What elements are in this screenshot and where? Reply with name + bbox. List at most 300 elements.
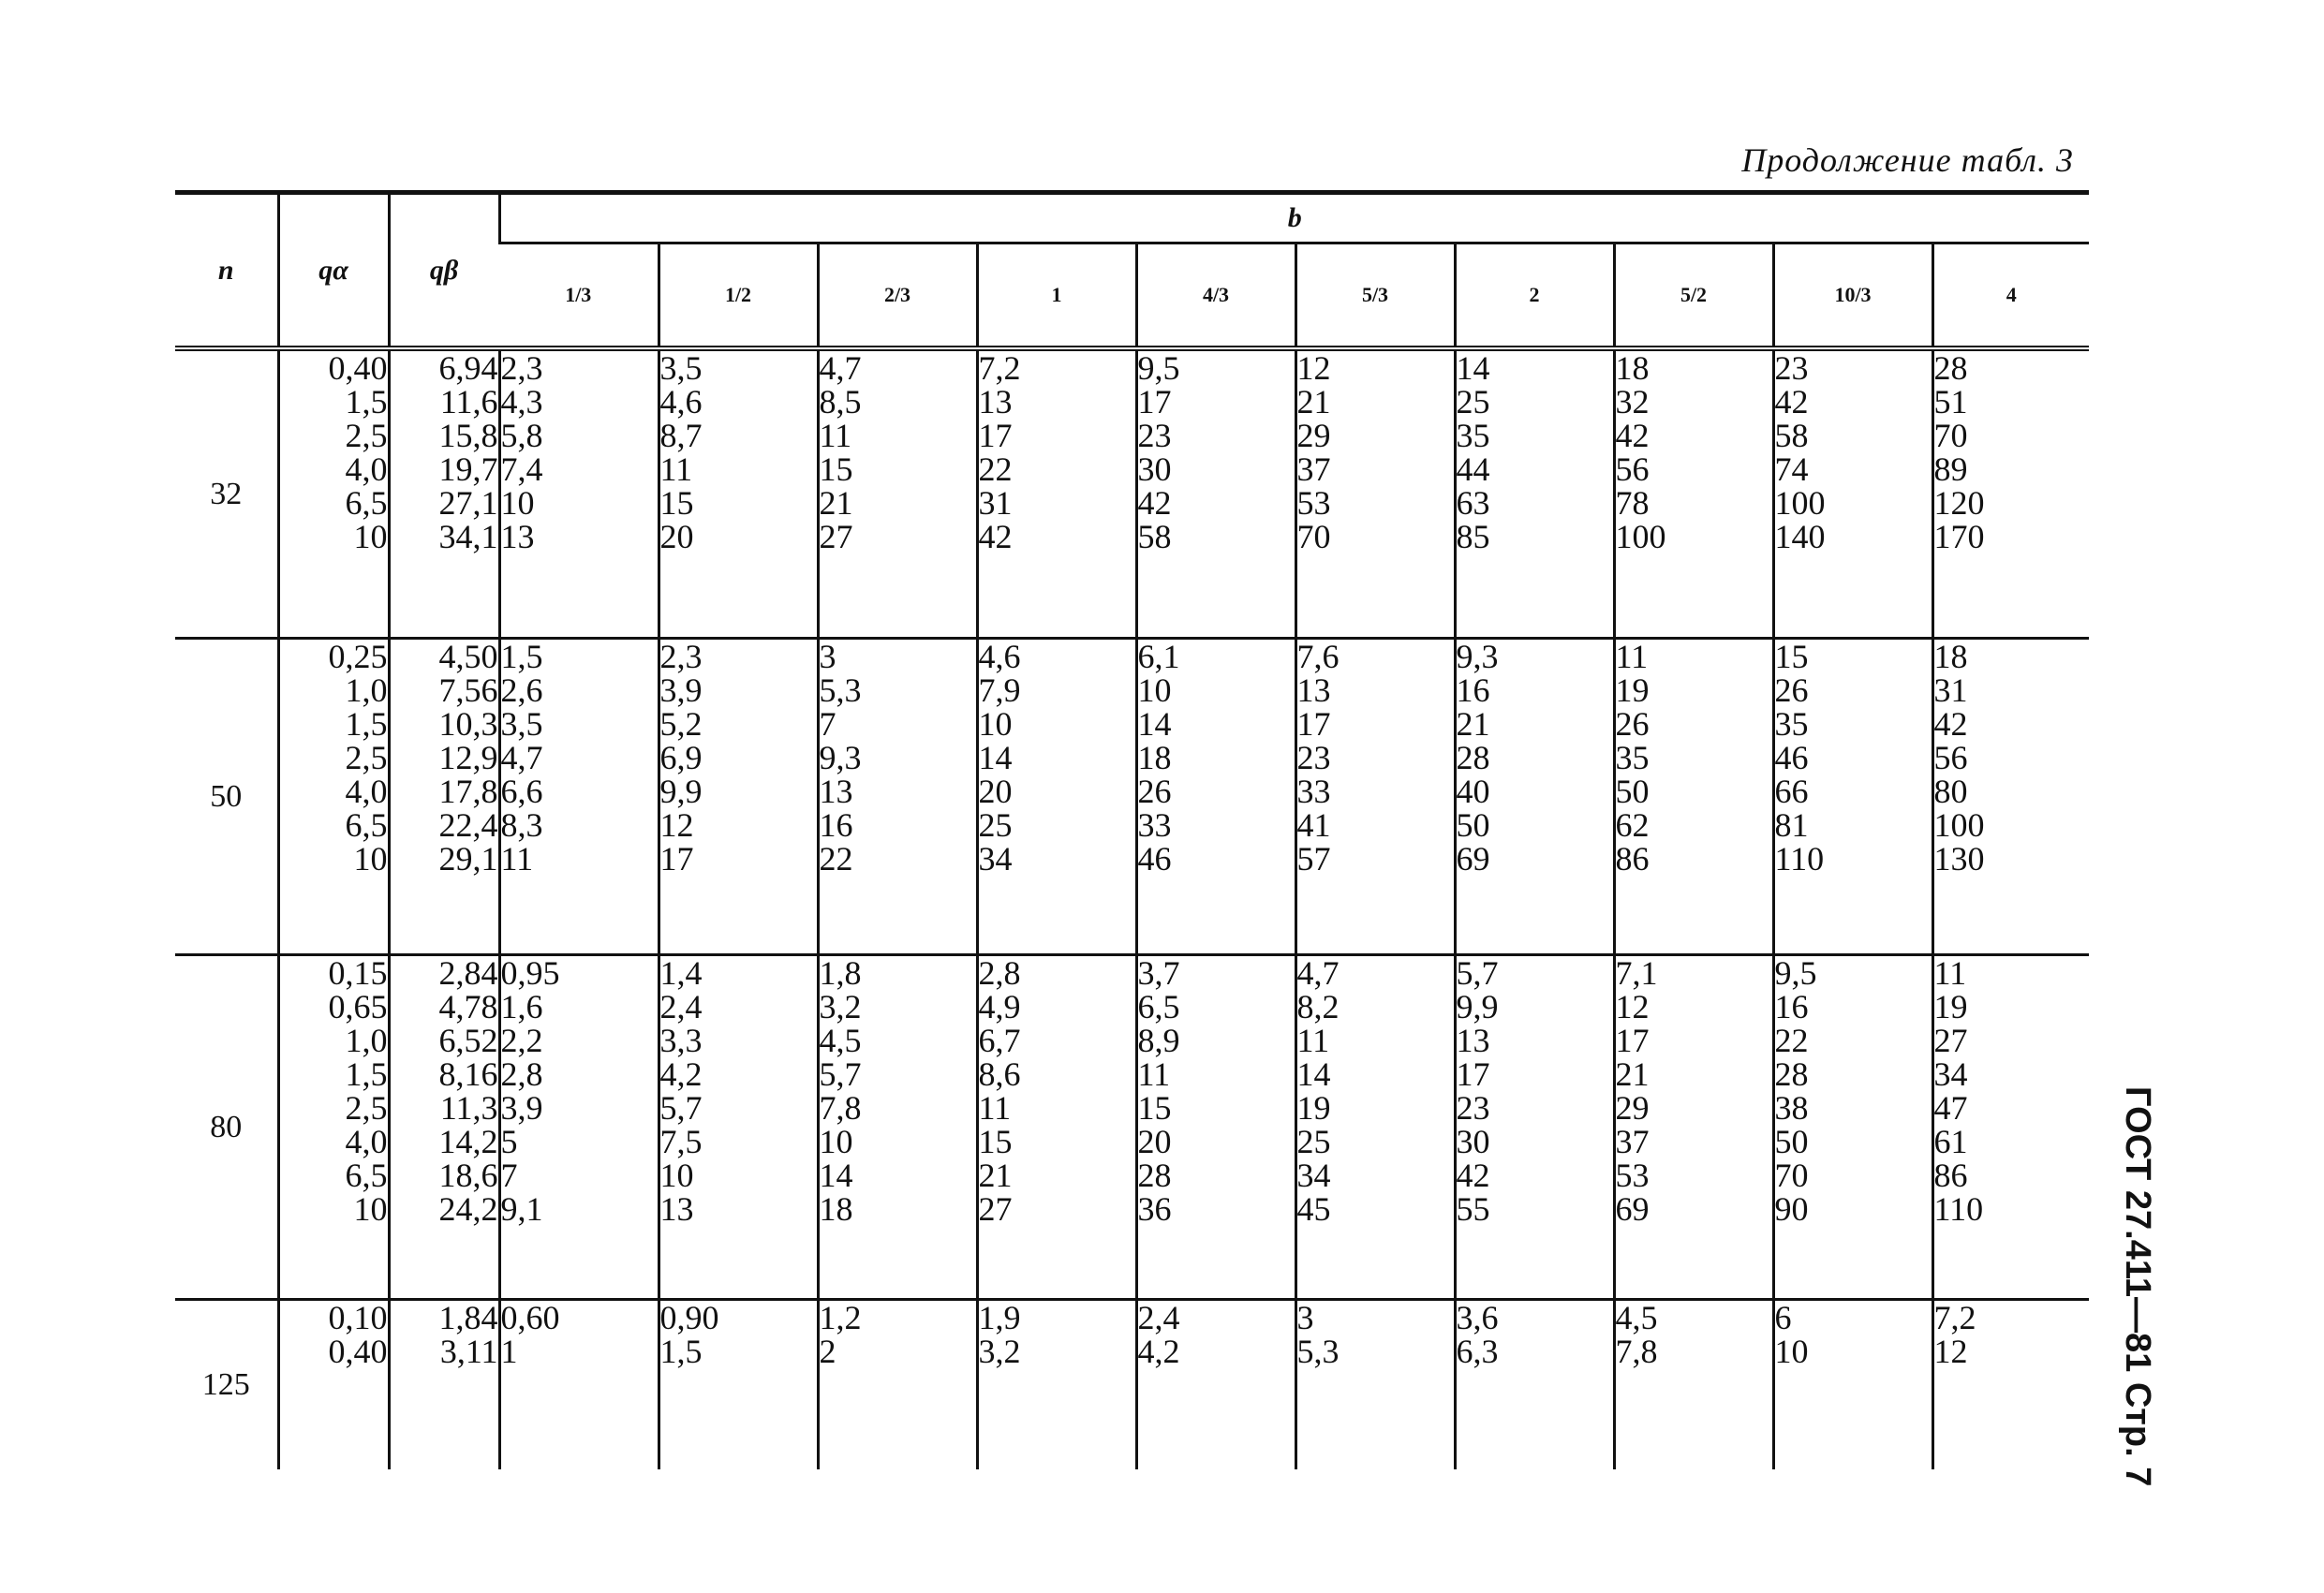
cell-value: 7,2 — [1933, 1299, 1976, 1336]
cell-value: 70 — [1933, 417, 1968, 454]
header-b-value: 5/2 — [1614, 243, 1773, 349]
cell-value: 15 — [1774, 638, 1809, 675]
cell-value: 9,9 — [659, 773, 703, 810]
value-cell — [818, 348, 977, 639]
value-cell — [977, 955, 1136, 1300]
q-alpha-value: 10 — [353, 518, 388, 555]
cell-value: 51 — [1933, 383, 1968, 420]
cell-value: 4,7 — [819, 349, 862, 387]
cell-value: 21 — [978, 1157, 1013, 1194]
value-cell — [818, 1300, 977, 1470]
cell-value: 2,3 — [659, 638, 703, 675]
cell-value: 7,6 — [1296, 638, 1340, 675]
cell-value: 2,2 — [500, 1022, 543, 1059]
value-cell — [1136, 955, 1295, 1300]
cell-value: 7,2 — [978, 349, 1021, 387]
q-alpha-value: 10 — [353, 1190, 388, 1228]
q-beta-value: 8,16 — [438, 1055, 498, 1093]
value-cell — [1932, 639, 2089, 955]
cell-value: 4,6 — [659, 383, 703, 420]
cell-value: 56 — [1615, 450, 1650, 488]
cell-value: 16 — [1456, 671, 1490, 709]
cell-value: 15 — [1137, 1089, 1172, 1127]
value-cell — [1932, 1300, 2089, 1470]
cell-value: 3,2 — [819, 988, 862, 1025]
cell-value: 20 — [659, 518, 694, 555]
q-beta-value: 22,4 — [438, 806, 498, 844]
q-alpha-value: 1,5 — [345, 705, 388, 743]
cell-value: 4,2 — [659, 1055, 703, 1093]
cell-value: 42 — [1137, 484, 1172, 522]
cell-value: 86 — [1615, 840, 1650, 878]
header-b-value: 5/3 — [1295, 243, 1455, 349]
cell-value: 2,8 — [978, 954, 1021, 992]
cell-value: 1,6 — [500, 988, 543, 1025]
q-beta-value: 24,2 — [438, 1190, 498, 1228]
value-cell — [499, 955, 659, 1300]
value-cell — [1455, 1300, 1614, 1470]
cell-value: 42 — [1933, 705, 1968, 743]
value-cell — [1614, 348, 1773, 639]
q-beta-value: 19,7 — [438, 450, 498, 488]
cell-value: 1,4 — [659, 954, 703, 992]
cell-value: 33 — [1296, 773, 1331, 810]
header-b-value: 10/3 — [1773, 243, 1932, 349]
cell-value: 28 — [1137, 1157, 1172, 1194]
q-alpha-value: 6,5 — [345, 484, 388, 522]
cell-value: 81 — [1774, 806, 1809, 844]
q-alpha-cell — [278, 639, 389, 955]
q-alpha-value: 0,40 — [328, 349, 388, 387]
cell-value: 6,6 — [500, 773, 543, 810]
cell-value: 15 — [978, 1123, 1013, 1160]
cell-value: 7,5 — [659, 1123, 703, 1160]
cell-value: 8,7 — [659, 417, 703, 454]
cell-value: 140 — [1774, 518, 1826, 555]
cell-value: 11 — [819, 417, 852, 454]
cell-value: 53 — [1296, 484, 1331, 522]
cell-value: 9,5 — [1774, 954, 1817, 992]
cell-value: 4,5 — [1615, 1299, 1658, 1336]
cell-value: 5,7 — [819, 1055, 862, 1093]
value-cell — [1932, 955, 2089, 1300]
cell-value: 10 — [1137, 671, 1172, 709]
q-alpha-value: 1,5 — [345, 1055, 388, 1093]
value-cell — [977, 639, 1136, 955]
value-cell — [499, 639, 659, 955]
cell-value: 46 — [1774, 739, 1809, 776]
cell-value: 13 — [1456, 1022, 1490, 1059]
cell-value: 0,60 — [500, 1299, 560, 1336]
cell-value: 61 — [1933, 1123, 1968, 1160]
cell-value: 35 — [1456, 417, 1490, 454]
cell-value: 15 — [819, 450, 853, 488]
value-cell — [1455, 639, 1614, 955]
cell-value: 13 — [1296, 671, 1331, 709]
cell-value: 17 — [1137, 383, 1172, 420]
cell-value: 3,5 — [659, 349, 703, 387]
cell-value: 4,5 — [819, 1022, 862, 1059]
cell-value: 23 — [1774, 349, 1809, 387]
q-beta-value: 1,84 — [438, 1299, 498, 1336]
cell-value: 28 — [1933, 349, 1968, 387]
cell-value: 11 — [500, 840, 534, 878]
cell-value: 3,7 — [1137, 954, 1180, 992]
q-beta-value: 6,94 — [438, 349, 498, 387]
n-value: 50 — [175, 639, 278, 955]
q-beta-value: 17,8 — [438, 773, 498, 810]
q-beta-value: 29,1 — [438, 840, 498, 878]
cell-value: 4,3 — [500, 383, 543, 420]
q-beta-value: 14,2 — [438, 1123, 498, 1160]
cell-value: 35 — [1615, 739, 1650, 776]
cell-value: 13 — [978, 383, 1013, 420]
q-alpha-value: 4,0 — [345, 773, 388, 810]
cell-value: 44 — [1456, 450, 1490, 488]
cell-value: 8,2 — [1296, 988, 1340, 1025]
header-b-value: 1 — [977, 243, 1136, 349]
cell-value: 5,7 — [1456, 954, 1499, 992]
header-b-value: 2/3 — [818, 243, 977, 349]
cell-value: 2,4 — [659, 988, 703, 1025]
cell-value: 0,90 — [659, 1299, 719, 1336]
table-row — [175, 955, 2089, 1300]
cell-value: 53 — [1615, 1157, 1650, 1194]
q-alpha-value: 2,5 — [345, 739, 388, 776]
cell-value: 15 — [659, 484, 694, 522]
table-row — [175, 639, 2089, 955]
q-beta-value: 3,11 — [439, 1333, 498, 1370]
header-b-value: 2 — [1455, 243, 1614, 349]
cell-value: 14 — [1456, 349, 1490, 387]
cell-value: 21 — [819, 484, 853, 522]
cell-value: 41 — [1296, 806, 1331, 844]
cell-value: 27 — [1933, 1022, 1968, 1059]
cell-value: 17 — [1615, 1022, 1650, 1059]
cell-value: 23 — [1137, 417, 1172, 454]
q-beta-cell — [389, 639, 499, 955]
cell-value: 58 — [1774, 417, 1809, 454]
cell-value: 16 — [819, 806, 853, 844]
cell-value: 27 — [978, 1190, 1013, 1228]
cell-value: 2,6 — [500, 671, 543, 709]
value-cell — [1614, 639, 1773, 955]
cell-value: 57 — [1296, 840, 1331, 878]
cell-value: 35 — [1774, 705, 1809, 743]
cell-value: 13 — [819, 773, 853, 810]
cell-value: 17 — [1456, 1055, 1490, 1093]
cell-value: 2,3 — [500, 349, 543, 387]
cell-value: 170 — [1933, 518, 1985, 555]
cell-value: 3 — [1296, 1299, 1314, 1336]
cell-value: 6,5 — [1137, 988, 1180, 1025]
cell-value: 34 — [1296, 1157, 1331, 1194]
cell-value: 50 — [1456, 806, 1490, 844]
cell-value: 55 — [1456, 1190, 1490, 1228]
cell-value: 100 — [1615, 518, 1666, 555]
cell-value: 7 — [500, 1157, 518, 1194]
q-alpha-value: 4,0 — [345, 450, 388, 488]
cell-value: 26 — [1615, 705, 1650, 743]
cell-value: 23 — [1296, 739, 1331, 776]
cell-value: 110 — [1933, 1190, 1984, 1228]
data-table — [175, 190, 2089, 1469]
cell-value: 56 — [1933, 739, 1968, 776]
value-cell — [1295, 1300, 1455, 1470]
value-cell — [1773, 955, 1932, 1300]
cell-value: 1,9 — [978, 1299, 1021, 1336]
cell-value: 80 — [1933, 773, 1968, 810]
cell-value: 33 — [1137, 806, 1172, 844]
header-b-value: 1/2 — [659, 243, 818, 349]
cell-value: 9,3 — [1456, 638, 1499, 675]
cell-value: 42 — [1456, 1157, 1490, 1194]
cell-value: 5,8 — [500, 417, 543, 454]
q-beta-value: 7,56 — [438, 671, 498, 709]
cell-value: 37 — [1615, 1123, 1650, 1160]
cell-value: 12 — [1933, 1333, 1968, 1370]
header-b-value: 4/3 — [1136, 243, 1295, 349]
cell-value: 18 — [1615, 349, 1650, 387]
value-cell — [1295, 348, 1455, 639]
cell-value: 3,3 — [659, 1022, 703, 1059]
cell-value: 120 — [1933, 484, 1985, 522]
table-caption: Продолжение табл. 3 — [1741, 141, 2074, 179]
cell-value: 66 — [1774, 773, 1809, 810]
cell-value: 58 — [1137, 518, 1172, 555]
value-cell — [1614, 1300, 1773, 1470]
q-beta-value: 4,78 — [438, 988, 498, 1025]
q-alpha-value: 6,5 — [345, 806, 388, 844]
cell-value: 2,4 — [1137, 1299, 1180, 1336]
cell-value: 16 — [1774, 988, 1809, 1025]
q-beta-value: 2,84 — [438, 954, 498, 992]
q-beta-cell — [389, 955, 499, 1300]
q-beta-value: 11,6 — [439, 383, 498, 420]
header-q-alpha: qα — [278, 193, 389, 349]
cell-value: 110 — [1774, 840, 1825, 878]
q-beta-value: 27,1 — [438, 484, 498, 522]
q-alpha-cell — [278, 955, 389, 1300]
cell-value: 11 — [1615, 638, 1649, 675]
cell-value: 50 — [1774, 1123, 1809, 1160]
q-alpha-value: 6,5 — [345, 1157, 388, 1194]
cell-value: 17 — [1296, 705, 1331, 743]
cell-value: 5 — [500, 1123, 518, 1160]
cell-value: 19 — [1933, 988, 1968, 1025]
n-value: 125 — [201, 1367, 250, 1402]
cell-value: 18 — [1137, 739, 1172, 776]
cell-value: 5,7 — [659, 1089, 703, 1127]
cell-value: 6,9 — [659, 739, 703, 776]
header-b: b — [499, 193, 2089, 243]
cell-value: 2,8 — [500, 1055, 543, 1093]
cell-value: 90 — [1774, 1190, 1809, 1228]
q-alpha-value: 2,5 — [345, 417, 388, 454]
q-beta-value: 11,3 — [439, 1089, 498, 1127]
q-alpha-value: 0,25 — [328, 638, 388, 675]
cell-value: 36 — [1137, 1190, 1172, 1228]
cell-value: 8,9 — [1137, 1022, 1180, 1059]
cell-value: 7,8 — [819, 1089, 862, 1127]
cell-value: 62 — [1615, 806, 1650, 844]
value-cell — [1773, 639, 1932, 955]
value-cell — [1614, 955, 1773, 1300]
q-alpha-value: 0,15 — [328, 954, 388, 992]
cell-value: 9,3 — [819, 739, 862, 776]
cell-value: 9,1 — [500, 1190, 543, 1228]
cell-value: 17 — [659, 840, 694, 878]
cell-value: 4,7 — [500, 739, 543, 776]
cell-value: 9,5 — [1137, 349, 1180, 387]
cell-value: 5,3 — [819, 671, 862, 709]
q-beta-value: 6,52 — [438, 1022, 498, 1059]
cell-value: 11 — [1933, 954, 1967, 992]
q-beta-cell — [389, 1300, 499, 1470]
cell-value: 14 — [1137, 705, 1172, 743]
cell-value: 47 — [1933, 1089, 1968, 1127]
q-beta-value: 4,50 — [438, 638, 498, 675]
cell-value: 11 — [1137, 1055, 1171, 1093]
cell-value: 21 — [1615, 1055, 1650, 1093]
cell-value: 7,1 — [1615, 954, 1658, 992]
cell-value: 78 — [1615, 484, 1650, 522]
cell-value: 1,5 — [659, 1333, 703, 1370]
q-beta-value: 12,9 — [438, 739, 498, 776]
cell-value: 14 — [819, 1157, 853, 1194]
cell-value: 12 — [1615, 988, 1650, 1025]
cell-value: 30 — [1456, 1123, 1490, 1160]
value-cell — [1773, 1300, 1932, 1470]
cell-value: 42 — [1774, 383, 1809, 420]
cell-value: 12 — [659, 806, 694, 844]
cell-value: 70 — [1296, 518, 1331, 555]
cell-value: 6,3 — [1456, 1333, 1499, 1370]
cell-value: 1,5 — [500, 638, 543, 675]
q-alpha-cell — [278, 348, 389, 639]
cell-value: 1,2 — [819, 1299, 862, 1336]
cell-value: 1,8 — [819, 954, 862, 992]
q-alpha-value: 1,0 — [345, 671, 388, 709]
cell-value: 31 — [978, 484, 1013, 522]
cell-value: 5,3 — [1296, 1333, 1340, 1370]
value-cell — [977, 1300, 1136, 1470]
q-alpha-value: 0,10 — [328, 1299, 388, 1336]
cell-value: 45 — [1296, 1190, 1331, 1228]
cell-value: 29 — [1296, 417, 1331, 454]
cell-value: 10 — [659, 1157, 694, 1194]
q-alpha-value: 0,40 — [328, 1333, 388, 1370]
cell-value: 69 — [1456, 840, 1490, 878]
header-b-value: 1/3 — [499, 243, 659, 349]
value-cell — [1455, 348, 1614, 639]
q-beta-value: 34,1 — [438, 518, 498, 555]
value-cell — [659, 348, 818, 639]
q-alpha-value: 0,65 — [328, 988, 388, 1025]
cell-value: 7 — [819, 705, 836, 743]
cell-value: 21 — [1296, 383, 1331, 420]
cell-value: 14 — [1296, 1055, 1331, 1093]
cell-value: 7,8 — [1615, 1333, 1658, 1370]
cell-value: 74 — [1774, 450, 1809, 488]
cell-value: 22 — [819, 840, 853, 878]
q-alpha-value: 10 — [353, 840, 388, 878]
side-label: ГОСТ 27.411—81 Стр. 7 — [2118, 1086, 2157, 1487]
cell-value: 25 — [978, 806, 1013, 844]
value-cell — [499, 348, 659, 639]
cell-value: 69 — [1615, 1190, 1650, 1228]
cell-value: 34 — [978, 840, 1013, 878]
cell-value: 42 — [978, 518, 1013, 555]
cell-value: 4,6 — [978, 638, 1021, 675]
n-value: 80 — [175, 955, 278, 1300]
cell-value: 30 — [1137, 450, 1172, 488]
cell-value: 9,9 — [1456, 988, 1499, 1025]
cell-value: 21 — [1456, 705, 1490, 743]
cell-value: 23 — [1456, 1089, 1490, 1127]
cell-value: 40 — [1456, 773, 1490, 810]
cell-value: 8,5 — [819, 383, 862, 420]
cell-value: 20 — [978, 773, 1013, 810]
cell-value: 89 — [1933, 450, 1968, 488]
cell-value: 4,7 — [1296, 954, 1340, 992]
value-cell — [499, 1300, 659, 1470]
cell-value: 3,6 — [1456, 1299, 1499, 1336]
q-beta-value: 10,3 — [438, 705, 498, 743]
cell-value: 100 — [1774, 484, 1826, 522]
cell-value: 63 — [1456, 484, 1490, 522]
cell-value: 50 — [1615, 773, 1650, 810]
header-b-value: 4 — [1932, 243, 2089, 349]
cell-value: 46 — [1137, 840, 1172, 878]
cell-value: 8,3 — [500, 806, 543, 844]
table-row — [175, 1300, 2089, 1470]
cell-value: 42 — [1615, 417, 1650, 454]
table-row — [175, 348, 2089, 639]
cell-value: 14 — [978, 739, 1013, 776]
value-cell — [1136, 639, 1295, 955]
cell-value: 28 — [1456, 739, 1490, 776]
value-cell — [1932, 348, 2089, 639]
cell-value: 3,5 — [500, 705, 543, 743]
cell-value: 5,2 — [659, 705, 703, 743]
header-n: n — [175, 193, 278, 349]
cell-value: 17 — [978, 417, 1013, 454]
cell-value: 37 — [1296, 450, 1331, 488]
cell-value: 6,7 — [978, 1022, 1021, 1059]
cell-value: 1 — [500, 1333, 518, 1370]
q-beta-cell — [389, 348, 499, 639]
cell-value: 6,1 — [1137, 638, 1180, 675]
q-beta-value: 18,6 — [438, 1157, 498, 1194]
cell-value: 6 — [1774, 1299, 1792, 1336]
value-cell — [1455, 955, 1614, 1300]
value-cell — [659, 639, 818, 955]
cell-value: 4,9 — [978, 988, 1021, 1025]
cell-value: 28 — [1774, 1055, 1809, 1093]
cell-value: 25 — [1296, 1123, 1331, 1160]
value-cell — [659, 1300, 818, 1470]
value-cell — [977, 348, 1136, 639]
cell-value: 3 — [819, 638, 836, 675]
cell-value: 11 — [1296, 1022, 1330, 1059]
cell-value: 18 — [1933, 638, 1968, 675]
cell-value: 27 — [819, 518, 853, 555]
value-cell — [1136, 1300, 1295, 1470]
cell-value: 13 — [659, 1190, 694, 1228]
cell-value: 130 — [1933, 840, 1985, 878]
value-cell — [818, 639, 977, 955]
